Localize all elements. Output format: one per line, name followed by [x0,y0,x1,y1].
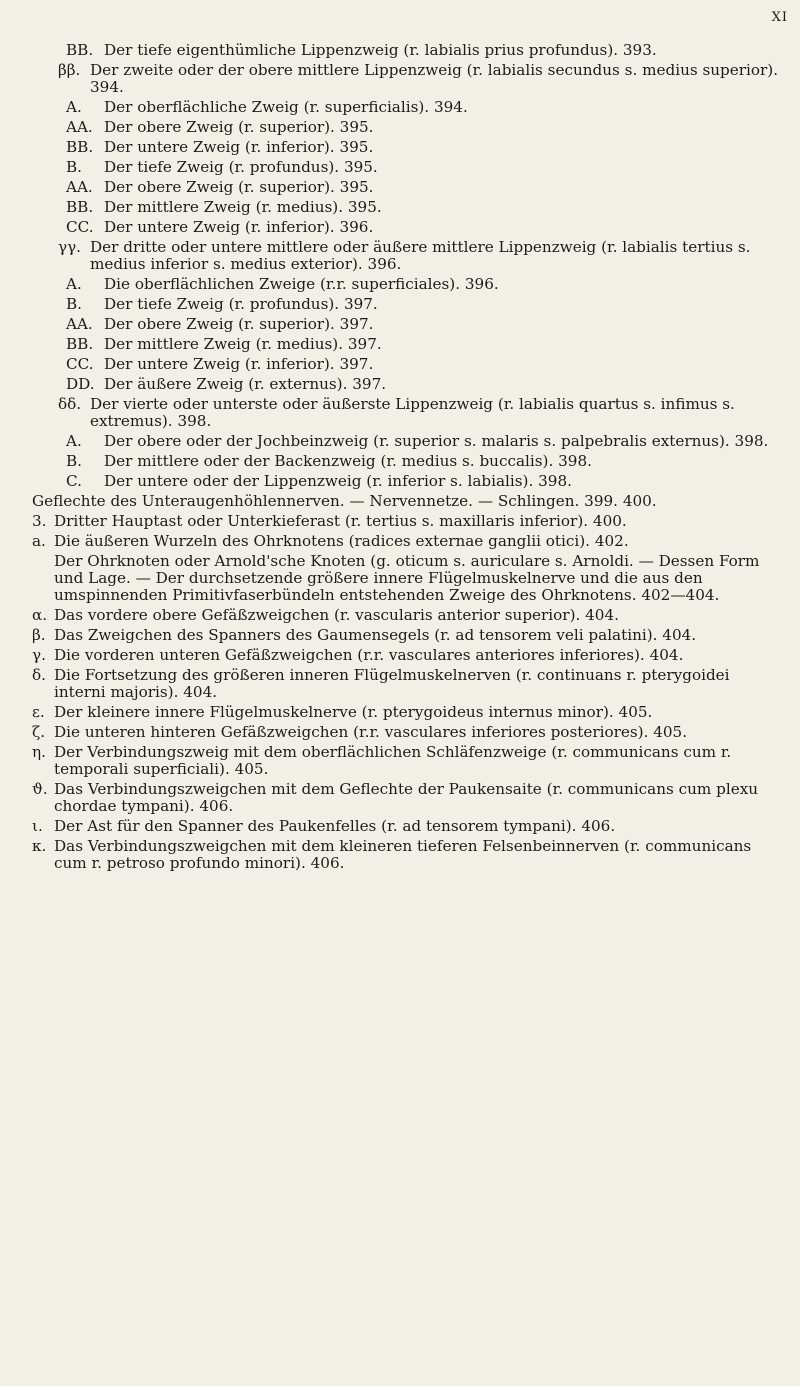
entry-text: Der tiefe Zweig (r. profundus). 397. [104,295,378,313]
entry-marker: BB. [66,41,94,59]
toc-entry [0,647,800,664]
entry-text: Der oberflächliche Zweig (r. superficialis). 394. [104,98,468,116]
entry-marker: ζ. [32,723,46,741]
toc-entry [0,433,800,450]
entry-marker: BB. [66,138,94,156]
toc-entry [0,199,800,216]
toc-entry [0,473,800,490]
entry-marker: B. [66,452,82,470]
entry-marker: BB. [66,335,94,353]
entry-marker: κ. [32,837,47,855]
entry-text: Das vordere obere Gefäßzweigchen (r. vascularis anterior superior). 404. [54,606,619,624]
toc-entry [0,724,800,741]
entry-text: Der Ohrknoten oder Arnold'sche Knoten (g. oticum s. auriculare s. Arnoldi. — Dessen Form und Lage. — Der durchsetzende größere innere Flügelmuskelnerve und die aus den umspinnenden Primitivfaserbündeln entstehenden Zweige des Ohrknotens. 402—404. [54,552,760,604]
toc-entry [0,533,800,550]
table-of-contents [0,42,800,875]
entry-text: Der tiefe Zweig (r. profundus). 395. [104,158,378,176]
entry-marker: DD. [66,375,95,393]
toc-entry [0,276,800,293]
entry-marker: δδ. [58,395,82,413]
toc-entry [0,396,800,430]
toc-entry [0,356,800,373]
toc-entry [0,296,800,313]
entry-text: Die Fortsetzung des größeren inneren Flügelmuskelnerven (r. continuans r. pterygoidei interni majoris). 404. [54,666,730,701]
entry-marker: δ. [32,666,46,684]
entry-marker: A. [66,98,82,116]
entry-text: Der mittlere oder der Backenzweig (r. medius s. buccalis). 398. [104,452,592,470]
entry-marker: AA. [66,118,93,136]
entry-marker: B. [66,158,82,176]
entry-marker: γγ. [58,238,81,256]
toc-entry [0,336,800,353]
entry-text: Der untere Zweig (r. inferior). 397. [104,355,374,373]
entry-text: Der obere Zweig (r. superior). 395. [104,178,374,196]
entry-marker: C. [66,472,82,490]
entry-marker: B. [66,295,82,313]
entry-text: Dritter Hauptast oder Unterkieferast (r. tertius s. maxillaris inferior). 400. [54,512,627,530]
entry-text: Das Zweigchen des Spanners des Gaumensegels (r. ad tensorem veli palatini). 404. [54,626,697,644]
toc-entry [0,704,800,721]
entry-marker: AA. [66,178,93,196]
entry-marker: ι. [32,817,43,835]
toc-entry [0,607,800,624]
entry-text: Der zweite oder der obere mittlere Lippenzweig (r. labialis secundus s. medius superior). 394. [90,61,779,96]
entry-text: Der vierte oder unterste oder äußerste Lippenzweig (r. labialis quartus s. infimus s. extremus). 398. [90,395,735,430]
toc-entry [0,42,800,59]
entry-text: Die vorderen unteren Gefäßzweigchen (r.r. vasculares anteriores inferiores). 404. [54,646,684,664]
toc-entry [0,627,800,644]
entry-marker: ε. [32,703,45,721]
entry-text: Das Verbindungszweigchen mit dem kleineren tieferen Felsenbeinnerven (r. communicans cum r. petroso profundo minori). 406. [54,837,752,872]
entry-marker: γ. [32,646,46,664]
toc-entry [0,553,800,604]
page-number: XI [771,10,788,25]
toc-entry [0,781,800,815]
toc-entry [0,239,800,273]
entry-marker: AA. [66,315,93,333]
entry-text: Die äußeren Wurzeln des Ohrknotens (radices externae ganglii otici). 402. [54,532,629,550]
entry-text: Der obere Zweig (r. superior). 397. [104,315,374,333]
entry-text: Der mittlere Zweig (r. medius). 395. [104,198,382,216]
entry-text: Der mittlere Zweig (r. medius). 397. [104,335,382,353]
entry-text: Geflechte des Unteraugenhöhlennerven. — Nervennetze. — Schlingen. 399. 400. [32,492,657,510]
entry-marker: ββ. [58,61,81,79]
toc-entry [0,838,800,872]
toc-entry [0,139,800,156]
entry-text: Der Ast für den Spanner des Paukenfelles (r. ad tensorem tympani). 406. [54,817,616,835]
entry-text: Der obere oder der Jochbeinzweig (r. superior s. malaris s. palpebralis externus). 398. [104,432,769,450]
entry-text: Das Verbindungszweigchen mit dem Geflechte der Paukensaite (r. communicans cum plexu chordae tympani). 406. [54,780,759,815]
entry-marker: CC. [66,355,94,373]
entry-marker: η. [32,743,46,761]
entry-text: Der Verbindungszweig mit dem oberflächlichen Schläfenzweige (r. communicans cum r. temporali superficiali). 405. [54,743,732,778]
toc-entry [0,376,800,393]
entry-marker: 3. [32,512,47,530]
entry-text: Die unteren hinteren Gefäßzweigchen (r.r. vasculares inferiores posteriores). 405. [54,723,688,741]
entry-marker: α. [32,606,48,624]
entry-marker: ϑ. [32,780,48,798]
entry-marker: a. [32,532,46,550]
toc-entry [0,219,800,236]
entry-text: Der untere oder der Lippenzweig (r. inferior s. labialis). 398. [104,472,572,490]
entry-text: Der tiefe eigenthümliche Lippenzweig (r. labialis prius profundus). 393. [104,41,657,59]
toc-entry [0,453,800,470]
toc-entry [0,62,800,96]
toc-entry [0,818,800,835]
entry-text: Der äußere Zweig (r. externus). 397. [104,375,387,393]
toc-entry [0,119,800,136]
entry-text: Der obere Zweig (r. superior). 395. [104,118,374,136]
entry-marker: CC. [66,218,94,236]
entry-marker: BB. [66,198,94,216]
toc-entry [0,513,800,530]
entry-text: Der kleinere innere Flügelmuskelnerve (r. pterygoideus internus minor). 405. [54,703,653,721]
toc-entry [0,179,800,196]
entry-marker: A. [66,275,82,293]
entry-text: Die oberflächlichen Zweige (r.r. superficiales). 396. [104,275,499,293]
entry-text: Der untere Zweig (r. inferior). 395. [104,138,374,156]
toc-entry [0,99,800,116]
entry-text: Der untere Zweig (r. inferior). 396. [104,218,374,236]
toc-entry [0,493,800,510]
entry-marker: A. [66,432,82,450]
toc-entry [0,316,800,333]
toc-entry [0,159,800,176]
entry-text: Der dritte oder untere mittlere oder äußere mittlere Lippenzweig (r. labialis tertius s. medius inferior s. medius exterior). 396. [90,238,751,273]
entry-marker: β. [32,626,46,644]
toc-entry [0,744,800,778]
toc-entry [0,667,800,701]
